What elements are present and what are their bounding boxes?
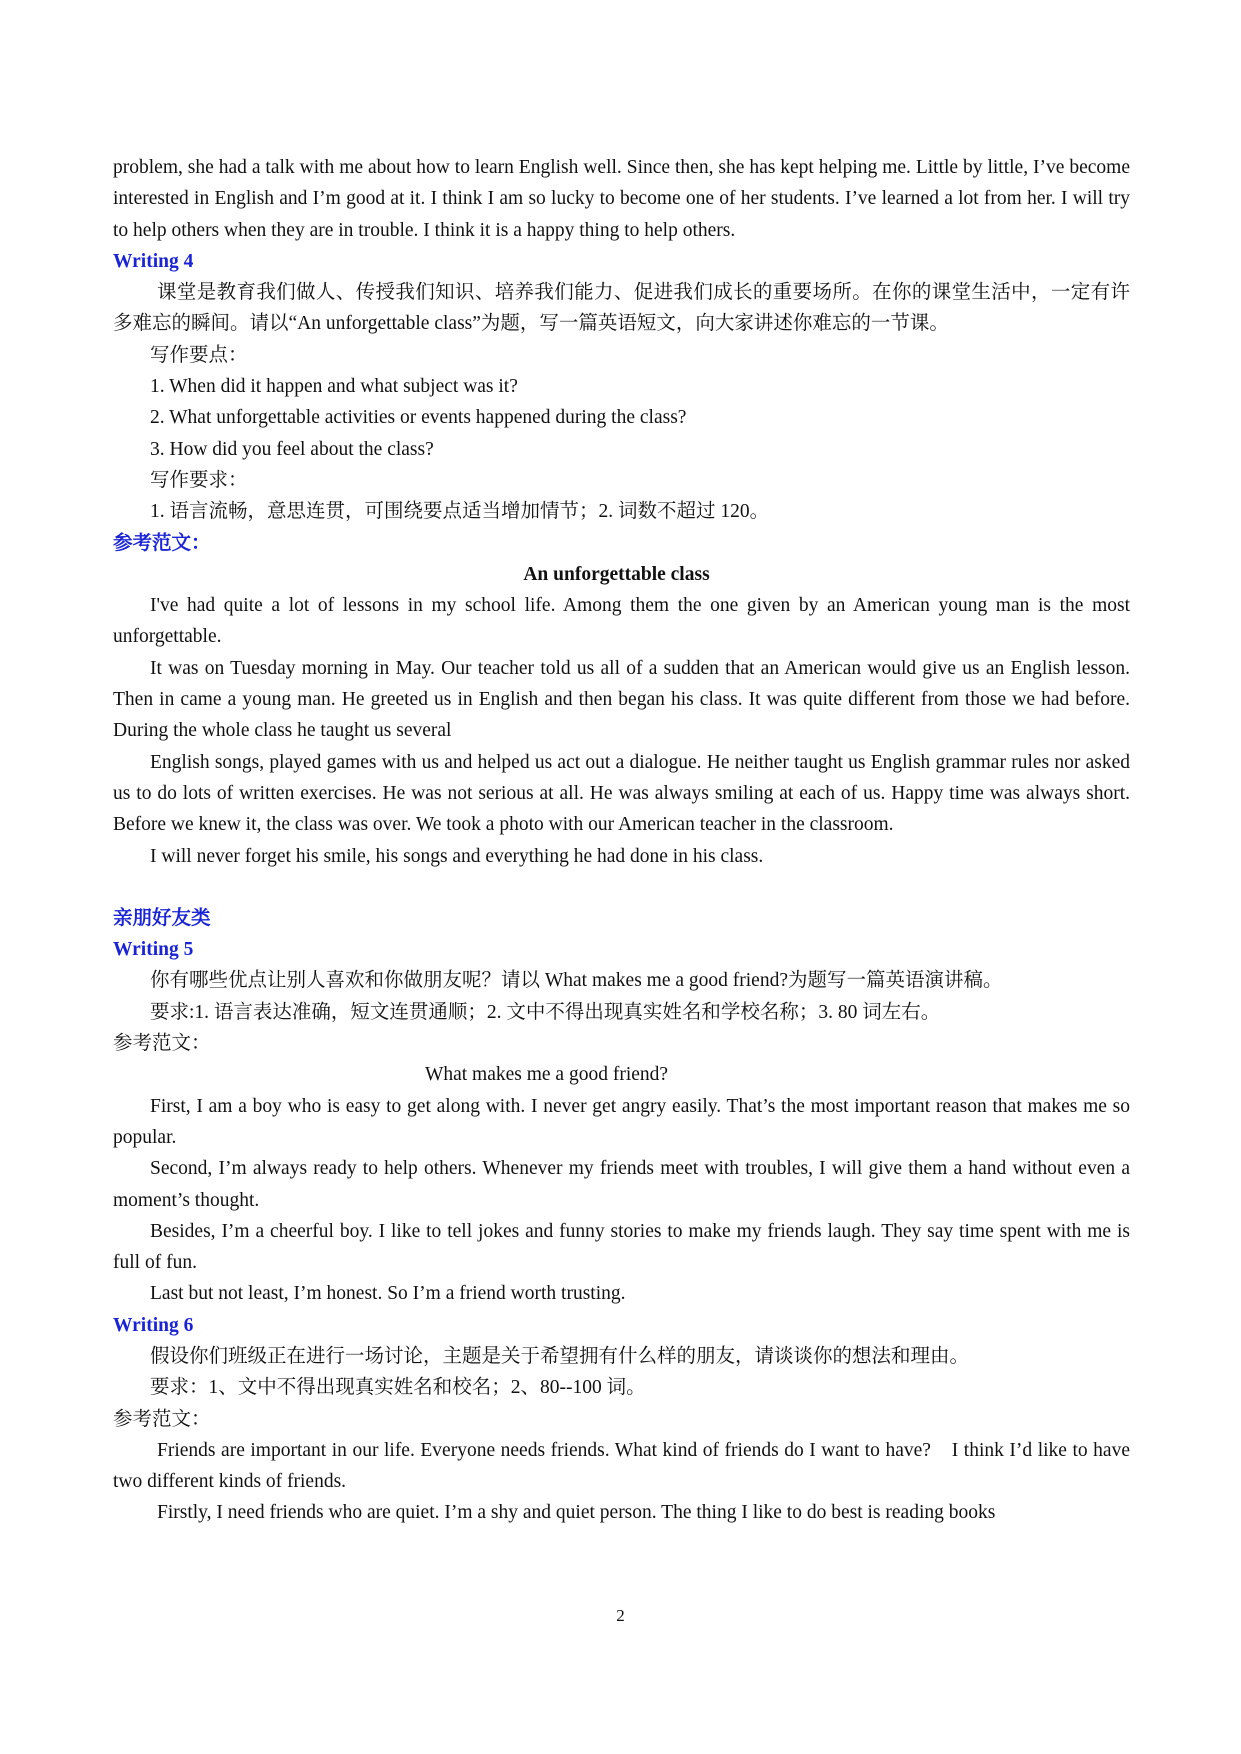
- writing4-reference-label: 参考范文：: [113, 532, 211, 554]
- writing5-heading: Writing 5: [113, 939, 194, 961]
- writing4-essay-title: An unforgettable class: [523, 563, 710, 585]
- writing6-essay-paragraph: Friends are important in our life. Everyone needs friends. What kind of friends do I want to have? I think I’d like to have two different kinds of friends.: [113, 1439, 1130, 1493]
- category-heading: 亲朋好友类: [113, 907, 211, 929]
- writing6-prompt: 假设你们班级正在进行一场讨论，主题是关于希望拥有什么样的朋友，请谈谈你的想法和理由。: [150, 1345, 970, 1367]
- writing4-point: 3. How did you feel about the class?: [150, 438, 434, 460]
- writing4-essay-paragraph: I've had quite a lot of lessons in my school life. Among them the one given by an American young man is the most unforgettable.: [113, 595, 1130, 648]
- writing5-essay-paragraph: Second, I’m always ready to help others. Whenever my friends meet with troubles, I will give them a hand without even a moment’s thought.: [113, 1158, 1130, 1211]
- writing4-essay-paragraph: English songs, played games with us and helped us act out a dialogue. He neither taught us English grammar rules nor asked us to do lots of written exercises. He was not serious at all. He was always smiling at each of us. Happy time was always short. Before we knew it, the class was over. We took a photo with our American teacher in the classroom.: [113, 751, 1130, 836]
- writing4-heading: Writing 4: [113, 250, 194, 272]
- writing5-essay-title: What makes me a good friend?: [424, 1064, 669, 1086]
- writing5-essay-paragraph: First, I am a boy who is easy to get along with. I never get angry easily. That’s the most important reason that makes me so popular.: [113, 1095, 1130, 1148]
- writing4-essay-paragraph: I will never forget his smile, his songs and everything he had done in his class.: [150, 845, 764, 867]
- intro-paragraph: problem, she had a talk with me about how to learn English well. Since then, she has kept helping me. Little by little, I’ve become interested in English and I’m good at it. I think I am so lucky to become one of her students. I’ve learned a lot from her. I will try to help others when they are in trouble. I think it is a happy thing to help others.: [113, 157, 1130, 241]
- writing4-requirements-label: 写作要求：: [150, 469, 248, 491]
- writing6-heading: Writing 6: [113, 1314, 194, 1336]
- writing4-point: 1. When did it happen and what subject was it?: [150, 376, 518, 398]
- writing5-requirements: 要求:1. 语言表达准确，短文连贯通顺；2. 文中不得出现真实姓名和学校名称；3. 80 词左右。: [150, 1001, 941, 1023]
- writing6-essay-paragraph: Firstly, I need friends who are quiet. I’m a shy and quiet person. The thing I like to do best is reading books: [157, 1502, 996, 1524]
- writing4-point: 2. What unforgettable activities or events happened during the class?: [150, 407, 687, 429]
- writing5-essay-paragraph: Besides, I’m a cheerful boy. I like to tell jokes and funny stories to make my friends laugh. They say time spent with me is full of fun.: [113, 1220, 1130, 1274]
- writing6-requirements: 要求：1、文中不得出现真实姓名和校名；2、80--100 词。: [150, 1377, 646, 1399]
- writing4-prompt: 课堂是教育我们做人、传授我们知识、培养我们能力、促进我们成长的重要场所。在你的课堂生活中，一定有许多难忘的瞬间。请以“An unforgettable class”为题，写一篇英语短文，向大家讲述你难忘的一节课。: [113, 282, 1130, 335]
- page-number: 2: [616, 1606, 625, 1625]
- writing5-reference-label: 参考范文：: [113, 1033, 211, 1055]
- section-gap: [113, 872, 1130, 903]
- document-page: [113, 152, 1130, 1529]
- writing6-reference-label: 参考范文：: [113, 1408, 211, 1430]
- writing5-essay-paragraph: Last but not least, I’m honest. So I’m a friend worth trusting.: [150, 1283, 626, 1305]
- writing4-points-label: 写作要点：: [150, 344, 248, 366]
- writing4-essay-paragraph: It was on Tuesday morning in May. Our teacher told us all of a sudden that an American would give us an English lesson. Then in came a young man. He greeted us in English and then began his class. It was quite different from those we had before. During the whole class he taught us several: [113, 657, 1130, 742]
- writing5-prompt: 你有哪些优点让别人喜欢和你做朋友呢？请以 What makes me a good friend?为题写一篇英语演讲稿。: [150, 970, 1003, 992]
- writing4-requirements: 1. 语言流畅，意思连贯，可围绕要点适当增加情节；2. 词数不超过 120。: [150, 501, 770, 523]
